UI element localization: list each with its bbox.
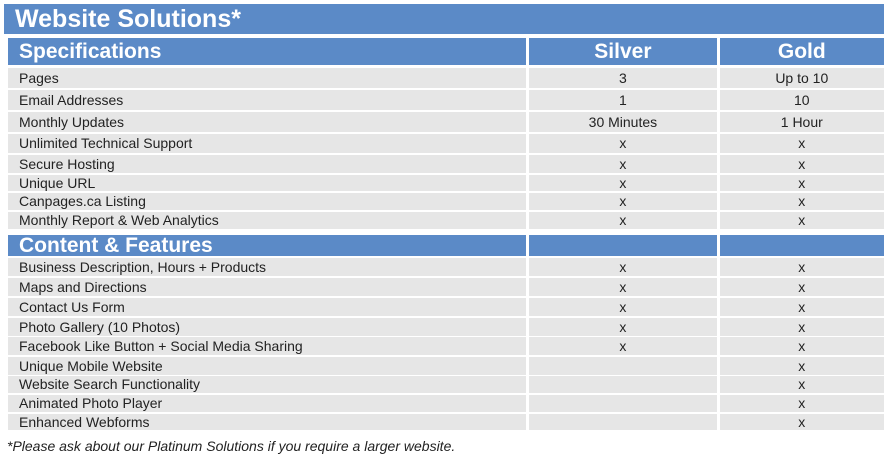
gold-cell: Up to 10 [720, 68, 884, 88]
content-features-heading: Content & Features [8, 235, 526, 256]
table-row [8, 134, 884, 153]
gold-cell: x [720, 278, 884, 296]
silver-cell: x [529, 212, 716, 229]
feature-cell: Enhanced Webforms [8, 414, 526, 430]
silver-cell: x [529, 258, 716, 276]
gold-cell: x [720, 175, 884, 191]
gold-cell: x [720, 212, 884, 229]
table-row [8, 357, 884, 375]
gold-cell: x [720, 395, 884, 412]
gold-cell: 1 Hour [720, 112, 884, 132]
specifications-heading: Specifications [8, 38, 526, 65]
silver-cell [529, 376, 716, 393]
gold-cell: x [720, 414, 884, 430]
feature-cell: Unique URL [8, 175, 526, 191]
silver-cell: x [529, 155, 716, 173]
feature-cell: Animated Photo Player [8, 395, 526, 412]
silver-cell: x [529, 318, 716, 336]
feature-cell: Monthly Report & Web Analytics [8, 212, 526, 229]
table-row [8, 337, 884, 355]
gold-cell: x [720, 318, 884, 336]
feature-cell: Contact Us Form [8, 298, 526, 316]
table-row [8, 278, 884, 296]
silver-cell: x [529, 298, 716, 316]
gold-cell: x [720, 337, 884, 355]
feature-cell: Maps and Directions [8, 278, 526, 296]
specifications-header [8, 38, 884, 65]
gold-cell: x [720, 193, 884, 210]
silver-cell [529, 414, 716, 430]
gold-cell: x [720, 258, 884, 276]
feature-cell: Pages [8, 68, 526, 88]
silver-column-heading: Silver [529, 38, 716, 65]
page-title: Website Solutions* [4, 4, 884, 34]
silver-cell: 1 [529, 90, 716, 110]
silver-cell: x [529, 175, 716, 191]
gold-column-heading: Gold [720, 38, 884, 65]
silver-cell: x [529, 337, 716, 355]
gold-cell: x [720, 357, 884, 375]
gold-cell: x [720, 298, 884, 316]
table-row [8, 212, 884, 229]
content-gold-blank [720, 235, 884, 256]
content-silver-blank [529, 235, 716, 256]
table-row [8, 395, 884, 412]
feature-cell: Photo Gallery (10 Photos) [8, 318, 526, 336]
table-row [8, 68, 884, 88]
silver-cell [529, 357, 716, 375]
feature-cell: Website Search Functionality [8, 376, 526, 393]
gold-cell: x [720, 134, 884, 153]
silver-cell: 30 Minutes [529, 112, 716, 132]
silver-cell: x [529, 134, 716, 153]
silver-cell: x [529, 278, 716, 296]
feature-cell: Unlimited Technical Support [8, 134, 526, 153]
silver-cell: 3 [529, 68, 716, 88]
table-row [8, 258, 884, 276]
feature-cell: Email Addresses [8, 90, 526, 110]
gold-cell: x [720, 155, 884, 173]
feature-cell: Business Description, Hours + Products [8, 258, 526, 276]
content-features-header [8, 235, 884, 256]
silver-cell: x [529, 193, 716, 210]
gold-cell: x [720, 376, 884, 393]
table-row [8, 414, 884, 430]
table-row [8, 155, 884, 173]
feature-cell: Secure Hosting [8, 155, 526, 173]
gold-cell: 10 [720, 90, 884, 110]
feature-cell: Facebook Like Button + Social Media Sharing [8, 337, 526, 355]
table-row [8, 112, 884, 132]
table-row [8, 90, 884, 110]
footnote: *Please ask about our Platinum Solutions if you require a larger website. [7, 438, 456, 454]
feature-cell: Canpages.ca Listing [8, 193, 526, 210]
table-row [8, 175, 884, 191]
feature-cell: Unique Mobile Website [8, 357, 526, 375]
silver-cell [529, 395, 716, 412]
feature-cell: Monthly Updates [8, 112, 526, 132]
table-row [8, 376, 884, 393]
table-row [8, 298, 884, 316]
table-row [8, 318, 884, 336]
table-row [8, 193, 884, 210]
